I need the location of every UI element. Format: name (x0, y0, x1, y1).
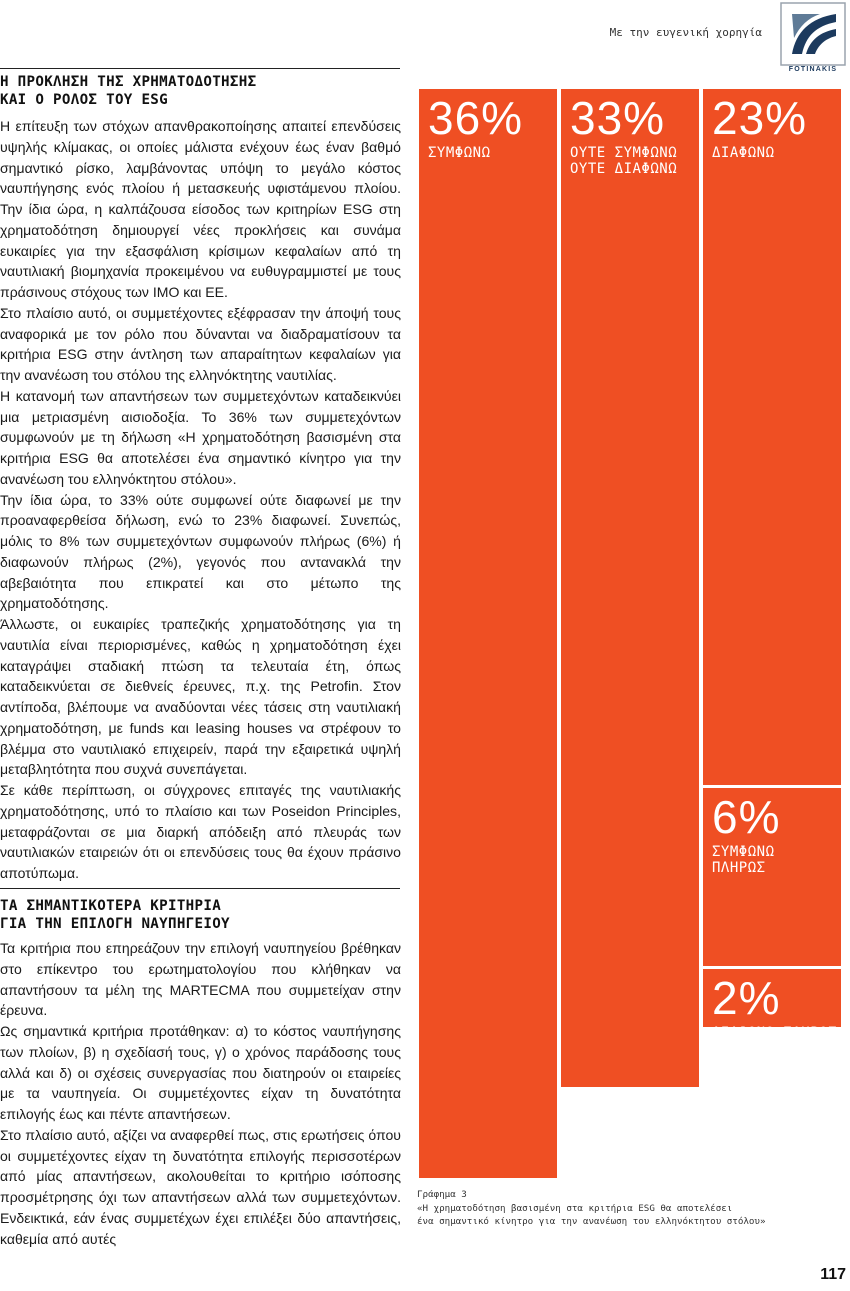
section2-title-line: ΓΙΑ ΤΗΝ ΕΠΙΛΟΓΗ ΝΑΥΠΗΓΕΙΟΥ (0, 916, 230, 932)
value-label-strongly-disagree: 2% (712, 972, 781, 1025)
category-label-strongly-agree: ΣΥΜΦΩΝΩ (712, 843, 775, 860)
section1-title (0, 73, 400, 109)
paragraph: Ως σημαντικά κριτήρια προτάθηκαν: α) το κόστος ναυπήγησης των πλοίων, β) η σχεδίασή τους, γ) ο χρόνος παράδοσης τους αλλά και δ) οι σχέσεις συνεργασίας που διατηρούν οι εταιρείες με τα ναυπηγεία. Οι συμμετέχοντες είχαν τη δυνατότητα επιλογής έως και πέντε απαντήσεων. (0, 1023, 401, 1122)
value-label-strongly-agree: 6% (712, 790, 781, 843)
category-label-strongly-agree: ΠΛΗΡΩΣ (712, 859, 766, 876)
value-label-neutral: 33% (570, 92, 666, 144)
paragraph: Στο πλαίσιο αυτό, οι συμμετέχοντες εξέφρασαν την άποψή τους αναφορικά με τον ρόλο που δύνανται να διαδραματίσουν τα κριτήρια ESG στην άντληση των απαραίτητων κεφαλαίων για την ανανέωση του στόλου της ελληνόκτητης ναυτιλίας. (0, 304, 401, 383)
logo-text: FOTINAKIS (788, 66, 838, 73)
bar-disagree (703, 89, 841, 785)
section1-title-line: Η ΠΡΟΚΛΗΣΗ ΤΗΣ ΧΡΗΜΑΤΟΔΟΤΗΣΗΣ (0, 74, 257, 90)
bar-neutral (561, 89, 699, 1087)
page-number: 117 (820, 1266, 846, 1283)
section2-body (0, 938, 401, 1249)
fotinakis-logo-icon (780, 2, 846, 76)
chart-caption (417, 1188, 837, 1229)
value-label-disagree: 23% (712, 92, 808, 144)
section2-title (0, 897, 400, 933)
caption-line: «Η χρηματοδότηση βασισμένη στα κριτήρια ESG θα αποτελέσει (417, 1202, 733, 1214)
category-label-disagree: ΔΙΑΦΩΝΩ (712, 145, 775, 161)
paragraph: Η κατανομή των απαντήσεων των συμμετεχόντων καταδεικνύει μια μετριασμένη αισιοδοξία. Το 36% των συμμετεχόντων συμφωνούν με τη δήλωση «Η χρηματοδότηση βασισμένη στα κριτήρια ESG θα αποτελέσει ένα σημαντικό κίνητρο για την ανανέωση του ελληνόκτητου στόλου». (0, 387, 401, 487)
sponsor-text: Με την ευγενική χορηγία (609, 26, 762, 39)
caption-line: ένα σημαντικό κίνητρο για την ανανέωση του ελληνόκτητου στόλου» (417, 1216, 766, 1227)
paragraph: Την ίδια ώρα, το 33% ούτε συμφωνεί ούτε διαφωνεί με την προαναφερθείσα δήλωση, ενώ το 23% διαφωνεί. Συνεπώς, μόλις το 8% των συμμετεχόντων συμφωνούν πλήρως (6%) ή διαφωνούν πλήρως (2%), γεγονός που αντανακλά την αβεβαιότητα που επικρατεί και στο μέτωπο της χρηματοδότησης. (0, 491, 401, 612)
section2-title-line: ΤΑ ΣΗΜΑΝΤΙΚΟΤΕΡΑ ΚΡΙΤΗΡΙΑ (0, 898, 222, 914)
paragraph: Η επίτευξη των στόχων απανθρακοποίησης απαιτεί επενδύσεις υψηλής κλίμακας, οι οποίες μάλιστα ενέχουν έως έναν βαθμό σημαντικό ρίσκο, λαμβάνοντας υπόψη το μεγάλο κόστος ναυπήγησης ενός πλοίου ή μετασκευής υφιστάμενου πλοίου. Την ίδια ώρα, η καλπάζουσα είσοδος των κριτηρίων ESG στη χρηματοδότηση δημιουργεί νέες προκλήσεις και συνάμα ευκαιρίες για την εξασφάλιση κρίσιμων κεφαλαίων από τη ναυτιλιακή βιομηχανία προκειμένου να ευθυγραμμιστεί με τους πράσινους στόχους των ΙΜΟ και ΕΕ. (0, 118, 401, 300)
section-divider (0, 68, 400, 69)
paragraph: Τα κριτήρια που επηρεάζουν την επιλογή ναυπηγείου βρέθηκαν στο επίκεντρο του ερωτηματολογίου που κλήθηκαν να απαντήσουν τα μέλη της MARTECMA που συμμετείχαν στην έρευνα. (0, 940, 401, 1019)
section1-body (0, 116, 401, 884)
section-divider (0, 888, 400, 889)
paragraph: Στο πλαίσιο αυτό, αξίζει να αναφερθεί πως, στις ερωτήσεις όπου οι συμμετέχοντες είχαν τη δυνατότητα επιλογής περισσοτέρων από μίας απαντήσεων, ακολουθείται το κριτήριο ισόποσης προσμέτρησης όχι των απαντήσεων αλλά των συμμετεχόντων. Ενδεικτικά, εάν ένας συμμετέχων έχει επιλέξει δύο απαντήσεις, καθεμία από αυτές (0, 1126, 401, 1247)
paragraph: Άλλωστε, οι ευκαιρίες τραπεζικής χρηματοδότησης για τη ναυτιλία είναι περιορισμένες, καθώς η χρηματοδότηση έχει καταγράψει σταδιακή πτώση τα τελευταία έτη, όπως καταδεικνύεται σε διεθνείς έρευνες, π.χ. της Petrofin. Στον αντίποδα, βλέπουμε να αναδύονται νέες τάσεις στη ναυτιλιακή χρηματοδότηση, με funds και leasing houses να στρέφουν το βλέμμα στο ναυτιλιακό επιχειρείν, παρά την εξαιρετικά υψηλή μεταβλητότητα που συχνά συνεπάγεται. (0, 616, 401, 778)
category-label-agree: ΣΥΜΦΩΝΩ (428, 145, 491, 161)
section1-title-line: ΚΑΙ Ο ΡΟΛΟΣ ΤΟΥ ESG (0, 92, 168, 108)
paragraph: Σε κάθε περίπτωση, οι σύγχρονες επιταγές της ναυτιλιακής χρηματοδότησης, υπό το πλαίσιο και των Poseidon Principles, μεταφράζονται σε μια διαρκή απόδειξη από πλευράς των ναυτιλιακών εταιρειών ότι οι επενδύσεις τους θα έχουν πράσινο αποτύπωμα. (0, 782, 401, 881)
category-label-neutral: ΟΥΤΕ ΣΥΜΦΩΝΩ (570, 145, 678, 161)
category-label-strongly-disagree: ΔΙΑΦΩΝΩ ΠΛΗΡΩΣ (712, 1025, 838, 1042)
value-label-agree: 36% (428, 92, 524, 144)
category-label-neutral: ΟΥΤΕ ΔΙΑΦΩΝΩ (570, 161, 678, 177)
bar-agree (419, 89, 557, 1178)
caption-title: Γράφημα 3 (417, 1189, 467, 1200)
